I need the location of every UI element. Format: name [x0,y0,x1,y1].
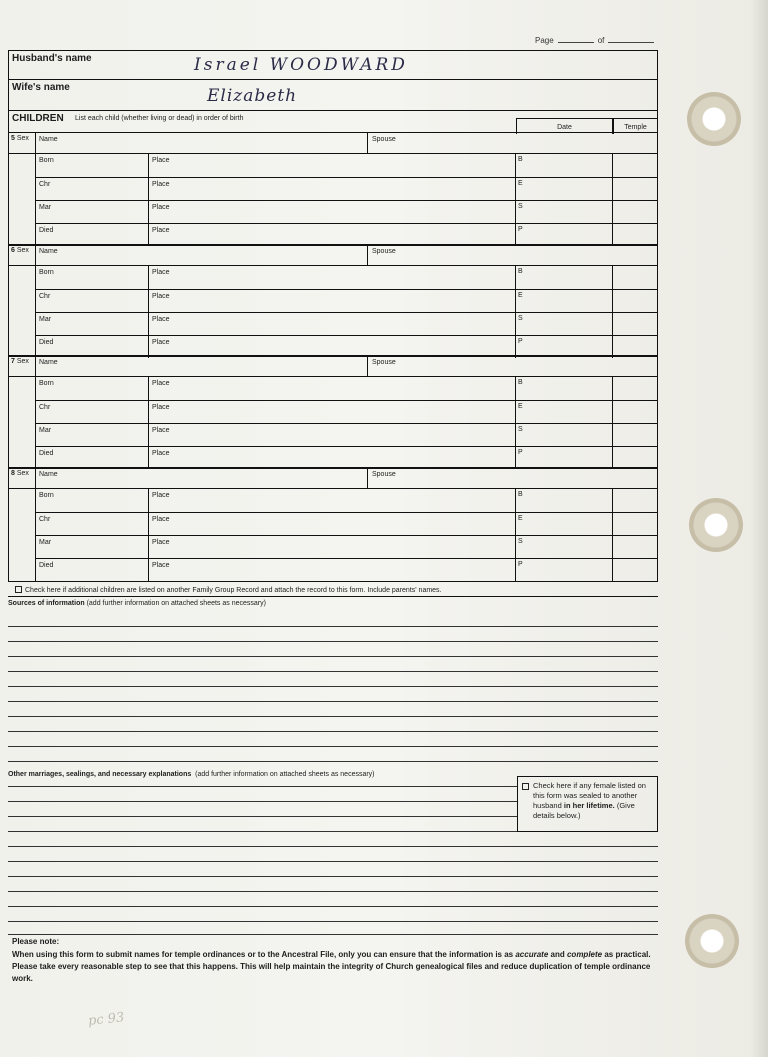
child-7-born-row[interactable] [35,377,657,400]
sources-line-9[interactable] [8,746,658,747]
child-7-died-label: Died [39,450,54,457]
child-8-died-code: P [518,561,523,568]
sources-line-2[interactable] [8,641,658,642]
sources-line-7[interactable] [8,716,658,717]
additional-children-text: Check here if additional children are listed on another Family Group Record and attach the record to this form. Include parents' names. [25,587,442,594]
child-7-born-code: B [518,379,523,386]
child-6-born-row[interactable] [35,266,657,289]
child-5-name-label: Name [39,136,58,143]
sources-line-4[interactable] [8,671,658,672]
child-block-5 [8,132,658,246]
child-5-died-row[interactable] [35,223,657,246]
children-title: CHILDREN [12,113,64,124]
child-8-spouse-label: Spouse [372,471,396,478]
note-and: and [550,950,565,959]
temple-column-label: Temple [624,124,647,131]
please-note-title: Please note: [12,937,60,946]
child-8-died-place-label: Place [152,562,170,569]
child-6-chr-label: Chr [39,293,51,300]
child-8-mar-code: S [518,538,523,545]
other-line-6[interactable] [8,861,658,862]
child-6-spouse-label: Spouse [372,248,396,255]
child-7-mar-label: Mar [39,427,52,434]
child-8-chr-label: Chr [39,516,51,523]
child-6-died-label: Died [39,339,54,346]
child-7-mar-row[interactable] [35,423,657,446]
child-7-name-field[interactable] [35,356,368,377]
female-sealed-check[interactable] [517,776,658,832]
sources-hint: (add further information on attached sheets as necessary) [86,600,266,607]
child-7-chr-label: Chr [39,404,51,411]
child-7-spouse-label: Spouse [372,359,396,366]
child-5-chr-row[interactable] [35,177,657,200]
child-7-chr-code: E [518,403,523,410]
sources-line-5[interactable] [8,686,658,687]
note-text-1: When using this form to submit names for temple ordinances or to the Ancestral File, only you can ensure that the information is as [12,950,514,959]
child-5-died-label: Died [39,227,54,234]
child-6-born-place-label: Place [152,269,170,276]
female-sealed-text: Check here if any female listed on this form was sealed to another husband [533,781,646,810]
child-5-mar-code: S [518,203,523,210]
child-6-died-code: P [518,338,523,345]
other-line-8[interactable] [8,891,658,892]
other-line-7[interactable] [8,876,658,877]
child-8-mar-place-label: Place [152,539,170,546]
child-6-chr-row[interactable] [35,289,657,312]
child-6-mar-label: Mar [39,316,52,323]
children-header [8,111,658,134]
note-text-2: as practical. Please take every reasonable step to see that this happens. This will help maintain the integrity of Church genealogical files and reduce duplication of temple ordinance work. [12,950,651,983]
sources-line-1[interactable] [8,626,658,627]
child-8-born-label: Born [39,492,54,499]
other-marriages-hint: (add further information on attached sheets as necessary) [195,771,375,778]
child-5-died-place-label: Place [152,227,170,234]
child-5-mar-row[interactable] [35,200,657,223]
binder-hole-top [687,92,741,146]
child-5-mar-label: Mar [39,204,52,211]
date-column-label: Date [557,124,572,131]
child-block-7 [8,355,658,469]
additional-children-check[interactable] [15,586,442,594]
child-6-name-field[interactable] [35,245,368,266]
child-7-mar-code: S [518,426,523,433]
child-6-mar-code: S [518,315,523,322]
child-7-name-row[interactable] [9,356,657,377]
child-5-chr-code: E [518,180,523,187]
child-7-name-label: Name [39,359,58,366]
husband-name-handwriting: Israel WOODWARD [194,55,408,75]
child-5-born-code: B [518,156,523,163]
pencil-annotation: pc 93 [87,1010,125,1029]
sources-line-8[interactable] [8,731,658,732]
page-number-line [535,36,654,45]
child-7-born-label: Born [39,380,54,387]
sources-title: Sources of information [8,600,85,607]
child-8-died-row[interactable] [35,558,657,581]
child-6-chr-code: E [518,292,523,299]
child-5-born-label: Born [39,157,54,164]
other-line-1[interactable] [8,786,517,787]
child-7-chr-place-label: Place [152,404,170,411]
sources-header [8,596,658,607]
child-5-spouse-label: Spouse [372,136,396,143]
child-7-index: 7 Sex [11,358,29,365]
other-line-2[interactable] [8,801,517,802]
child-8-born-row[interactable] [35,489,657,512]
other-line-10[interactable] [8,921,658,922]
child-7-died-code: P [518,449,523,456]
wife-name-label: Wife's name [12,82,70,93]
child-8-born-place-label: Place [152,492,170,499]
other-marriages-title: Other marriages, sealings, and necessary explanations [8,771,192,778]
child-6-mar-row[interactable] [35,312,657,335]
other-marriages-header [8,771,375,778]
female-sealed-tail: (Give details below.) [533,801,635,820]
child-8-died-label: Died [39,562,54,569]
wife-name-row[interactable] [8,80,658,111]
child-5-chr-place-label: Place [152,181,170,188]
child-block-8 [8,467,658,582]
child-8-chr-place-label: Place [152,516,170,523]
child-6-born-code: B [518,268,523,275]
children-instruction: List each child (whether living or dead) in order of birth [75,115,244,122]
sources-line-3[interactable] [8,656,658,657]
child-5-born-row[interactable] [35,154,657,177]
child-6-name-row[interactable] [9,245,657,266]
please-note-body [12,949,657,985]
child-6-mar-place-label: Place [152,316,170,323]
child-5-mar-place-label: Place [152,204,170,211]
other-line-9[interactable] [8,906,658,907]
child-5-chr-label: Chr [39,181,51,188]
child-6-born-label: Born [39,269,54,276]
child-8-name-label: Name [39,471,58,478]
child-7-mar-place-label: Place [152,427,170,434]
child-7-born-place-label: Place [152,380,170,387]
child-block-6 [8,244,658,357]
sources-line-6[interactable] [8,701,658,702]
child-8-name-field[interactable] [35,468,368,489]
other-line-5[interactable] [8,846,658,847]
sources-line-10[interactable] [8,761,658,762]
child-6-index: 6 Sex [11,247,29,254]
child-7-chr-row[interactable] [35,400,657,423]
child-8-name-row[interactable] [9,468,657,489]
child-8-mar-label: Mar [39,539,52,546]
husband-name-row[interactable] [8,50,658,80]
note-complete: complete [566,950,603,959]
child-8-chr-code: E [518,515,523,522]
child-8-index: 8 Sex [11,470,29,477]
child-6-name-label: Name [39,248,58,255]
child-5-name-field[interactable] [35,133,368,154]
child-7-died-place-label: Place [152,450,170,457]
child-8-born-code: B [518,491,523,498]
child-7-died-row[interactable] [35,446,657,469]
binder-hole-bottom [685,914,739,968]
other-line-3[interactable] [8,816,517,817]
child-5-name-row[interactable] [9,133,657,154]
other-line-4[interactable] [8,831,517,832]
additional-children-checkbox[interactable] [15,586,22,593]
child-8-mar-row[interactable] [35,535,657,558]
page-of-label: of [597,36,605,45]
child-6-chr-place-label: Place [152,293,170,300]
note-accurate: accurate [515,950,549,959]
child-5-index: 5 Sex [11,135,29,142]
child-5-born-place-label: Place [152,157,170,164]
binder-hole-middle [689,498,743,552]
female-sealed-bold: in her lifetime. [563,801,615,810]
child-8-chr-row[interactable] [35,512,657,535]
female-sealed-checkbox[interactable] [522,783,529,790]
husband-name-label: Husband's name [12,53,92,64]
child-6-died-place-label: Place [152,339,170,346]
wife-name-handwriting: Elizabeth [207,86,298,106]
page-label: Page [535,36,554,45]
child-5-died-code: P [518,226,523,233]
other-line-11[interactable] [8,934,658,935]
